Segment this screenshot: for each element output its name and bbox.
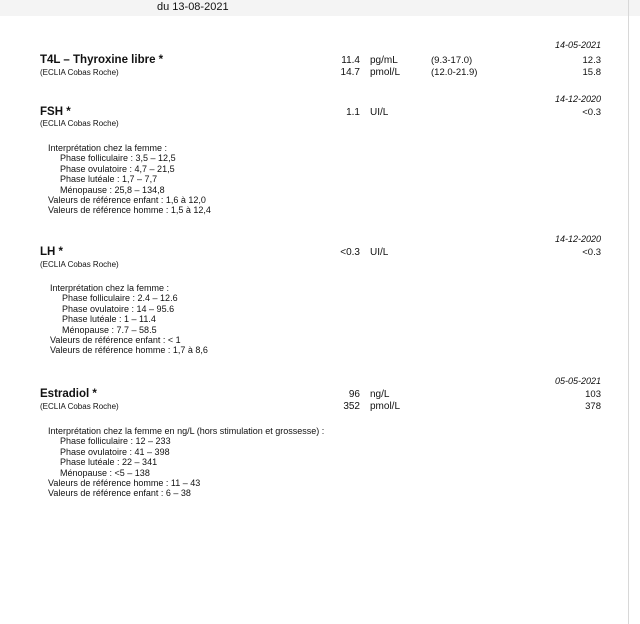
previous-value: 15.8 (582, 67, 601, 78)
page-edge-line (628, 0, 629, 624)
result-unit: UI/L (370, 247, 389, 258)
reference-range: (9.3-17.0) (431, 55, 473, 66)
top-band (0, 0, 640, 16)
test-title: Estradiol * (40, 388, 97, 400)
interpretation-heading: Interprétation chez la femme : (48, 143, 168, 153)
previous-value: 378 (585, 401, 601, 412)
reference-values-line: Valeurs de référence enfant : 6 – 38 (48, 488, 191, 499)
test-title: T4L – Thyroxine libre * (40, 54, 164, 66)
result-value: <0.3 (340, 247, 360, 258)
interpretation-phase: Phase lutéale : 1 – 11.4 (62, 314, 156, 325)
interpretation-block (50, 283, 208, 356)
result-unit: pmol/L (370, 401, 401, 412)
previous-result-date: 14-12-2020 (554, 234, 601, 244)
result-value: 96 (348, 389, 360, 400)
result-value: 11.4 (341, 55, 360, 66)
reference-values-line: Valeurs de référence enfant : < 1 (50, 335, 181, 346)
test-method: (ECLIA Cobas Roche) (40, 260, 119, 269)
interpretation-phase: Phase ovulatoire : 41 – 398 (60, 446, 170, 457)
interpretation-block (48, 426, 324, 499)
interpretation-heading: Interprétation chez la femme : (50, 283, 170, 293)
test-title: LH * (40, 246, 63, 258)
result-value: 1.1 (346, 107, 360, 118)
reference-range: (12.0-21.9) (431, 67, 478, 78)
interpretation-phase: Phase folliculaire : 2.4 – 12.6 (62, 293, 178, 304)
result-unit: ng/L (370, 389, 390, 400)
previous-value: <0.3 (582, 107, 601, 118)
interpretation-phase: Phase folliculaire : 3,5 – 12,5 (60, 153, 176, 164)
previous-result-date: 14-05-2021 (554, 40, 601, 50)
reference-values-line: Valeurs de référence homme : 1,7 à 8,6 (50, 345, 208, 356)
previous-value: 103 (585, 389, 601, 400)
interpretation-phase: Ménopause : 7.7 – 58.5 (62, 324, 157, 335)
interpretation-heading: Interprétation chez la femme en ng/L (hors stimulation et grossesse) : (48, 426, 325, 436)
result-unit: pg/mL (370, 55, 398, 66)
report-date: du 13-08-2021 (157, 1, 229, 13)
test-method: (ECLIA Cobas Roche) (40, 402, 119, 411)
test-title: FSH * (40, 106, 71, 118)
interpretation-phase: Ménopause : 25,8 – 134,8 (60, 184, 165, 195)
previous-result-date: 05-05-2021 (554, 376, 601, 386)
interpretation-phase: Phase lutéale : 22 – 341 (60, 457, 158, 468)
interpretation-phase: Phase ovulatoire : 14 – 95.6 (62, 303, 175, 314)
reference-values-line: Valeurs de référence enfant : 1,6 à 12,0 (48, 195, 206, 206)
reference-values-line: Valeurs de référence homme : 1,5 à 12,4 (48, 205, 211, 216)
interpretation-phase: Phase folliculaire : 12 – 233 (60, 436, 171, 447)
previous-value: <0.3 (582, 247, 601, 258)
result-value: 14.7 (340, 67, 360, 78)
result-unit: pmol/L (370, 67, 401, 78)
interpretation-phase: Phase lutéale : 1,7 – 7,7 (60, 174, 158, 185)
interpretation-phase: Ménopause : <5 – 138 (60, 467, 150, 478)
previous-value: 12.3 (582, 55, 601, 66)
reference-values-line: Valeurs de référence homme : 11 – 43 (48, 478, 201, 489)
previous-result-date: 14-12-2020 (554, 94, 601, 104)
test-method: (ECLIA Cobas Roche) (40, 68, 119, 77)
interpretation-block (48, 143, 211, 216)
test-method: (ECLIA Cobas Roche) (40, 119, 119, 128)
result-unit: UI/L (370, 107, 389, 118)
interpretation-phase: Phase ovulatoire : 4,7 – 21,5 (60, 163, 175, 174)
result-value: 352 (343, 401, 360, 412)
